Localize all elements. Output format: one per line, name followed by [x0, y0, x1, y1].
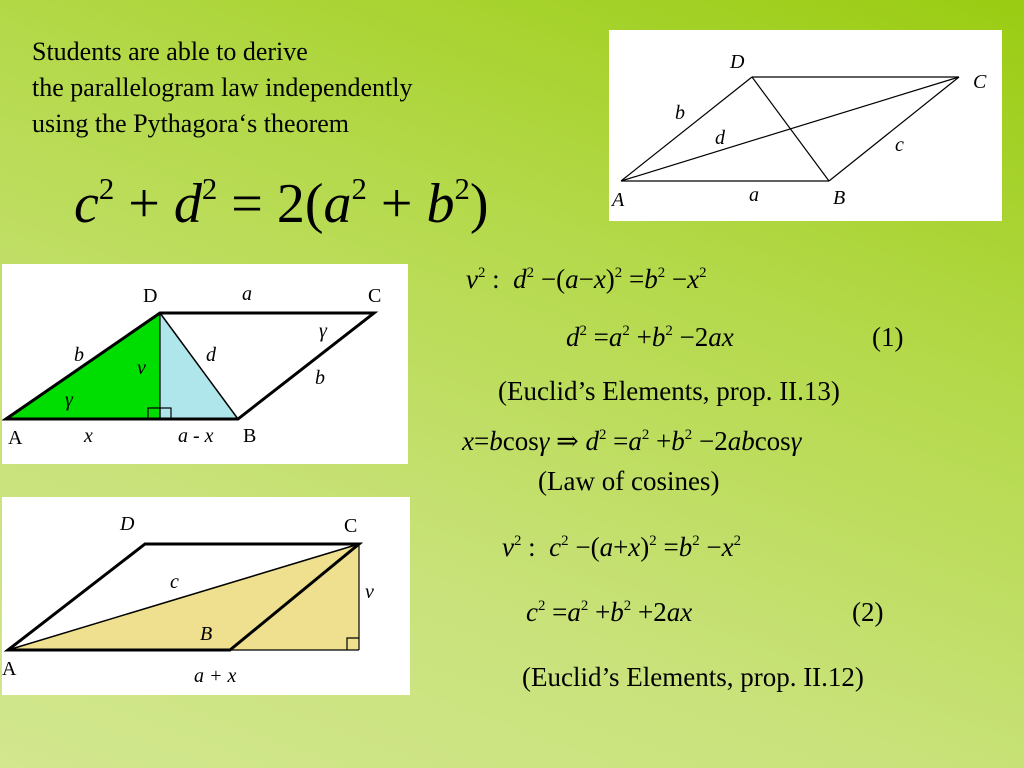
parallelogram-figure: [609, 30, 1002, 221]
exp: 2: [733, 532, 741, 549]
label-a-plus-x: a + x: [194, 665, 237, 687]
var-b: b: [644, 264, 658, 294]
label-x: x: [84, 425, 93, 447]
rparen: ): [640, 532, 650, 562]
lparen: (: [304, 173, 324, 235]
var-a: a: [567, 597, 581, 627]
var-b: b: [489, 426, 503, 456]
var-a: a: [708, 322, 722, 352]
label-A: A: [612, 189, 625, 211]
exp: 2: [537, 597, 546, 614]
coef: 2: [694, 322, 709, 352]
label-a-minus-x: a - x: [178, 425, 214, 447]
label-A: A: [8, 427, 23, 449]
exp: 2: [98, 171, 115, 206]
minus: −: [671, 264, 688, 294]
equals: =: [613, 426, 629, 456]
exp: 2: [526, 264, 535, 281]
var-x: x: [628, 532, 641, 562]
exp: 2: [622, 322, 630, 339]
exp: 2: [513, 532, 522, 549]
acute-case-figure: [2, 264, 408, 464]
var-b: b: [678, 532, 693, 562]
plus: +: [595, 597, 611, 627]
var-v: v: [466, 264, 478, 294]
exp: 2: [665, 322, 673, 339]
var-d: d: [585, 426, 599, 456]
equation-v2-acute: [466, 264, 707, 295]
colon: :: [528, 532, 536, 562]
var-x: x: [721, 322, 734, 352]
label-C: C: [368, 285, 382, 307]
exp: 2: [614, 264, 623, 281]
var-a: a: [666, 597, 681, 627]
var-gamma: γ: [538, 426, 550, 456]
var-b: b: [741, 426, 755, 456]
minus: −: [540, 264, 557, 294]
lparen: (: [590, 532, 600, 562]
exp: 2: [351, 171, 367, 206]
diagonal-bd: [752, 77, 829, 181]
var-b: b: [426, 173, 455, 235]
label-b-right: b: [315, 367, 325, 389]
label-a: a: [242, 283, 252, 305]
minus: −: [698, 426, 715, 456]
exp: 2: [641, 426, 650, 443]
exp: 2: [692, 532, 700, 549]
exp: 2: [684, 426, 693, 443]
var-a: a: [323, 173, 352, 235]
var-d: d: [173, 173, 202, 235]
plus: +: [128, 173, 160, 235]
cos: cos: [754, 426, 791, 456]
coef: 2: [653, 597, 667, 627]
label-C: C: [973, 71, 987, 93]
note-euclid-ii13: (Euclid’s Elements, prop. II.13): [498, 376, 840, 406]
label-c: c: [895, 134, 904, 156]
label-B: B: [243, 425, 257, 447]
exp: 2: [580, 597, 589, 614]
intro-line-3: using the Pythagora‘s theorem: [32, 109, 349, 138]
label-C: C: [344, 515, 358, 537]
label-D: D: [730, 51, 745, 73]
minus: −: [578, 264, 594, 294]
label-a: a: [749, 184, 759, 206]
equals: =: [231, 173, 263, 235]
plus: +: [613, 532, 629, 562]
var-v: v: [502, 532, 514, 562]
var-gamma: γ: [790, 426, 802, 456]
var-d: d: [566, 322, 580, 352]
equals: =: [473, 426, 490, 456]
plus: +: [636, 322, 652, 352]
plus: +: [637, 597, 654, 627]
var-c: c: [549, 532, 562, 562]
var-x: x: [721, 532, 734, 562]
equation-law-of-cosines: [462, 426, 801, 457]
lparen: (: [556, 264, 566, 294]
rparen: ): [469, 173, 489, 235]
equals: =: [663, 532, 679, 562]
var-b: b: [610, 597, 624, 627]
exp: 2: [598, 426, 607, 443]
label-B: B: [200, 623, 213, 645]
var-a: a: [608, 322, 623, 352]
var-x: x: [680, 597, 693, 627]
side-bc: [829, 77, 959, 181]
coef: 2: [276, 173, 305, 235]
minus: −: [706, 532, 722, 562]
label-A: A: [2, 658, 17, 680]
intro-line-2: the parallelogram law independently: [32, 73, 413, 102]
var-x: x: [593, 264, 606, 294]
var-a: a: [727, 426, 742, 456]
label-v: v: [365, 581, 374, 603]
label-B: B: [833, 187, 846, 209]
label-v: v: [137, 357, 146, 379]
var-d: d: [513, 264, 527, 294]
side-da: [621, 77, 752, 181]
obtuse-case-figure: [2, 497, 410, 695]
cos: cos: [502, 426, 539, 456]
parallelogram-law-formula: [74, 172, 489, 236]
equation-1-label: (1): [872, 322, 904, 352]
label-c: c: [170, 571, 179, 593]
exp: 2: [579, 322, 587, 339]
minus: −: [575, 532, 591, 562]
exp: 2: [201, 171, 218, 206]
label-b-left: b: [74, 344, 84, 366]
var-b: b: [671, 426, 685, 456]
label-d: d: [206, 344, 216, 366]
var-c: c: [74, 173, 99, 235]
var-x: x: [462, 426, 474, 456]
rparen: ): [605, 264, 615, 294]
label-d: d: [715, 127, 725, 149]
exp: 2: [699, 264, 707, 281]
var-a: a: [628, 426, 642, 456]
exp: 2: [561, 532, 569, 549]
equation-1: [566, 322, 734, 353]
intro-line-1: Students are able to derive: [32, 37, 308, 66]
equation-2: [526, 597, 692, 628]
implies: ⇒: [556, 426, 579, 456]
equation-2-label: (2): [852, 597, 884, 627]
equals: =: [628, 264, 645, 294]
label-gamma-top: γ: [319, 320, 327, 342]
label-gamma: γ: [65, 389, 73, 411]
exp: 2: [477, 264, 486, 281]
plus: +: [380, 173, 413, 235]
equals: =: [552, 597, 568, 627]
exp: 2: [623, 597, 632, 614]
exp: 2: [454, 171, 470, 206]
intro-text: [32, 34, 412, 142]
label-D: D: [120, 513, 135, 535]
label-b: b: [675, 102, 685, 124]
note-law-of-cosines: (Law of cosines): [538, 466, 720, 496]
var-x: x: [687, 264, 700, 294]
equals: =: [593, 322, 609, 352]
exp: 2: [657, 264, 666, 281]
colon: :: [492, 264, 500, 294]
var-c: c: [526, 597, 538, 627]
var-a: a: [599, 532, 614, 562]
exp: 2: [649, 532, 657, 549]
var-a: a: [565, 264, 579, 294]
equation-v2-obtuse: [502, 532, 741, 563]
label-D: D: [143, 285, 158, 307]
var-b: b: [651, 322, 666, 352]
plus: +: [656, 426, 672, 456]
coef: 2: [714, 426, 728, 456]
note-euclid-ii12: (Euclid’s Elements, prop. II.12): [522, 662, 864, 692]
minus: −: [679, 322, 695, 352]
